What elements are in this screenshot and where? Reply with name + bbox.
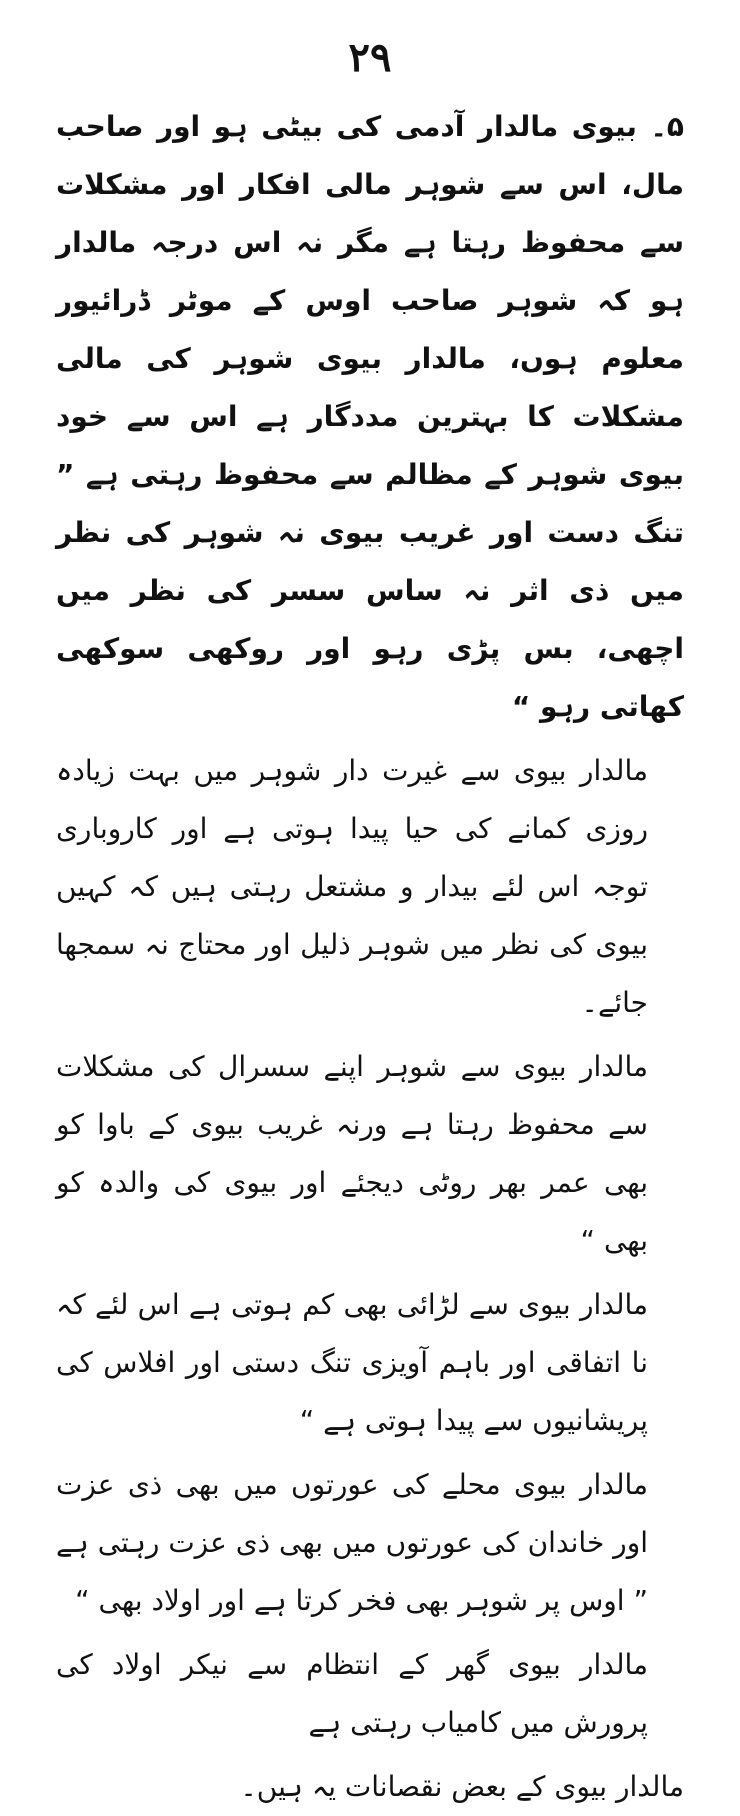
paragraph-point-5: ۵۔ بیوی مالدار آدمی کی بیٹی ہو اور صاحب مال، اس سے شوہر مالی افکار اور مشکلات سے محفوظ رہتا ہے مگر نہ اس درجہ مالدار ہو کہ شوہر صاحب اوس کے موٹر ڈرائیور معلوم ہوں، مالدار بیوی شوہر کی مالی مشکلات کا بہترین مددگار ہے اس سے خود بیوی شوہر کے مظالم سے محفوظ رہتی ہے ” تنگ دست اور غریب بیوی نہ شوہر کی نظر میں ذی اثر نہ ساس سسر کی نظر میں اچھی، بس پڑی رہو اور روکھی سوکھی کھاتی رہو “: [56, 110, 684, 723]
paragraph-benefit-less-fighting: مالدار بیوی سے لڑائی بھی کم ہوتی ہے اس لئے کہ نا اتفاقی اور باہم آویزی تنگ دستی اور افلاس کی پریشانیوں سے پیدا ہوتی ہے “: [56, 1288, 648, 1437]
paragraph-benefit-respect: مالدار بیوی محلے کی عورتوں میں بھی ذی عزت اور خاندان کی عورتوں میں بھی ذی عزت رہتی ہے ” اوس پر شوہر بھی فخر کرتا ہے اور اولاد بھی “: [55, 1468, 648, 1617]
paragraph-drawbacks-intro: مالدار بیوی کے بعض نقصانات یہ ہیں۔: [240, 1770, 684, 1803]
paragraph-benefit-household: مالدار بیوی گھر کے انتظام سے نیکر اولاد کی پرورش میں کامیاب رہتی ہے: [56, 1648, 648, 1739]
page-number: ۲۹: [348, 34, 392, 81]
paragraph-benefit-in-laws: مالدار بیوی سے شوہر اپنے سسرال کی مشکلات سے محفوظ رہتا ہے ورنہ غریب بیوی کے باوا کو بھی عمر بھر روٹی دیجئے اور بیوی کی والدہ کو بھی “: [56, 1050, 648, 1257]
paragraph-benefit-earning: مالدار بیوی سے غیرت دار شوہر میں بہت زیادہ روزی کمانے کی حیا پیدا ہوتی ہے اور کاروباری توجہ اس لئے بیدار و مشتعل رہتی ہیں کہ کہیں بیوی کی نظر میں شوہر ذلیل اور محتاج نہ سمجھا جائے۔: [56, 754, 648, 1019]
